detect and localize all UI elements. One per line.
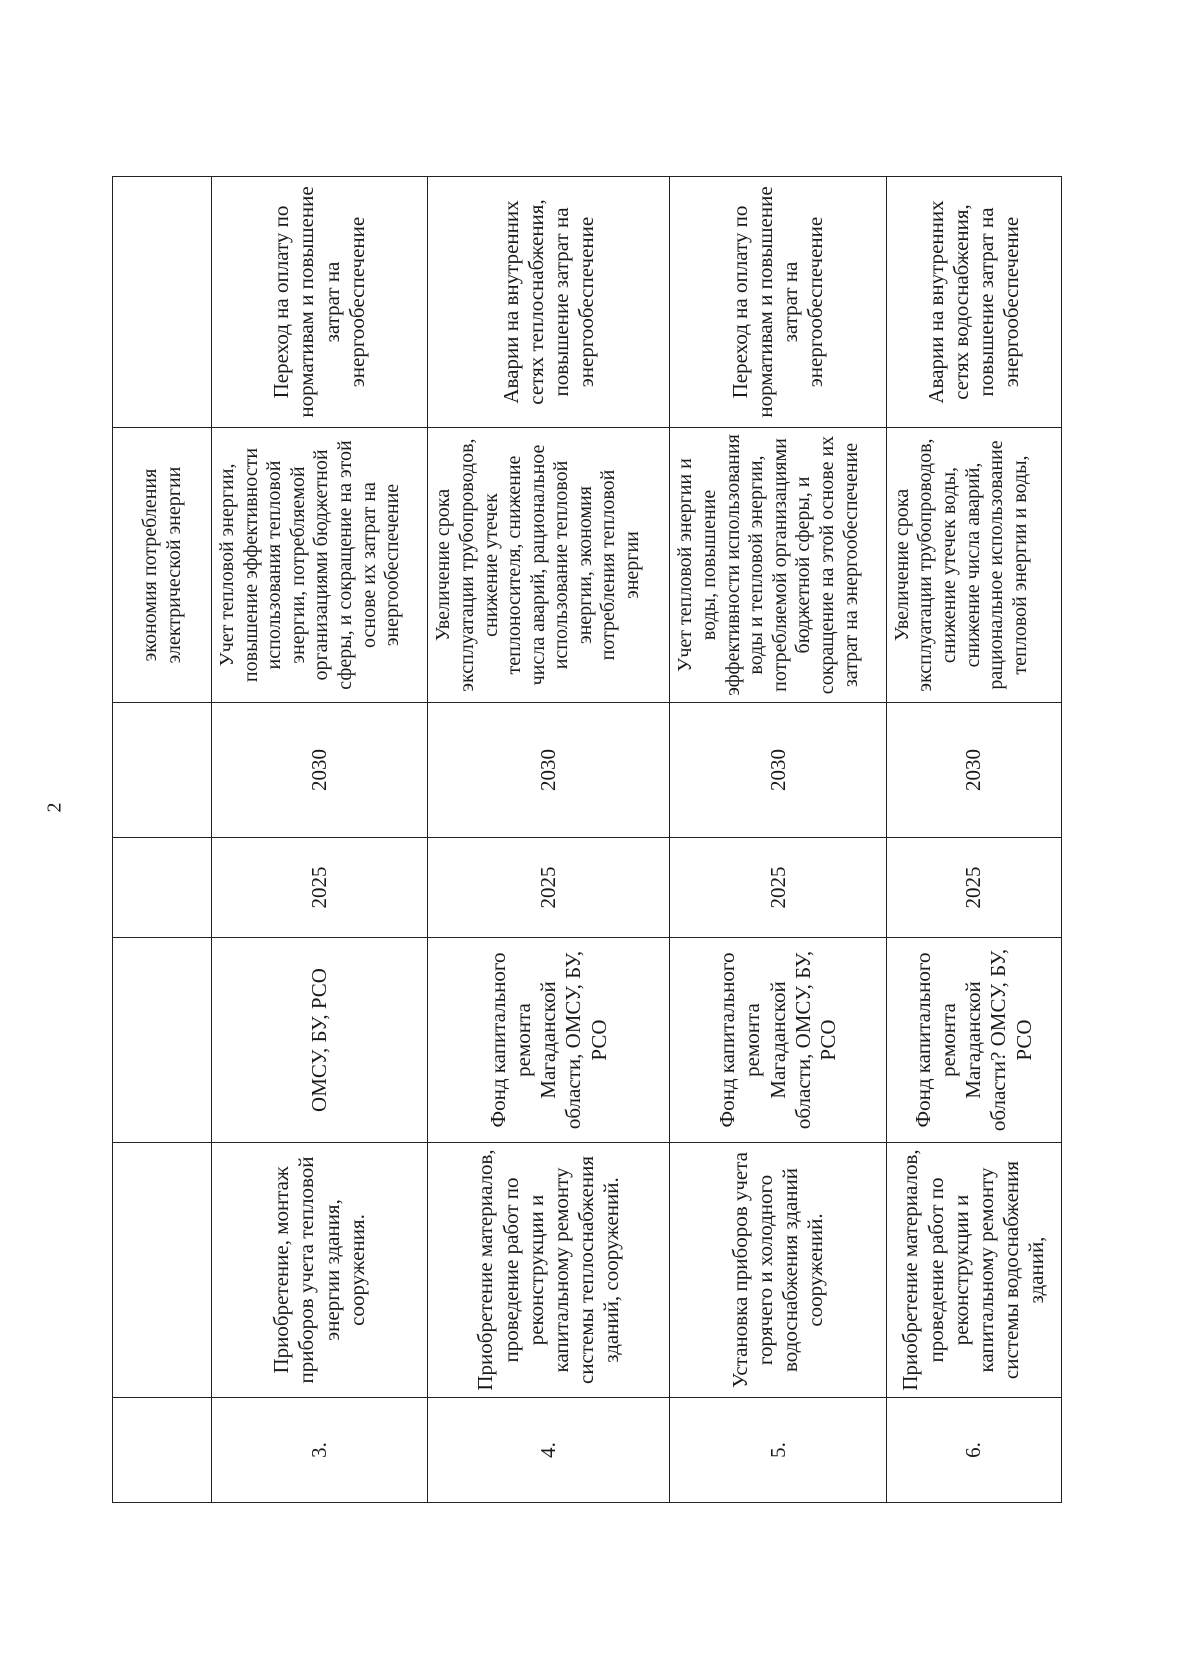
cell-responsible: Фонд капитального ремонта Магаданской области, ОМСУ, БУ, РСО: [670, 938, 886, 1143]
cell-effect: Учет тепловой энергии, повышение эффективности использования тепловой энергии, потребляемой организациями бюджетной сферы, и сокращение на этой основе их затрат на энергообеспечение: [212, 428, 428, 703]
cell-responsible: ОМСУ, БУ, РСО: [212, 938, 428, 1143]
table-row-continuation: [113, 177, 212, 1503]
cell-start: 2025: [428, 838, 670, 938]
measures-table-wrapper: [112, 177, 1062, 1503]
table-row: [670, 177, 886, 1503]
cell-description: Приобретение, монтаж приборов учета тепловой энергии здания, сооружения.: [212, 1143, 428, 1398]
cell-effect: Увеличение срока эксплуатации трубопроводов, снижение утечек воды, снижение числа аварий, рациональное использование тепловой энергии и воды,: [886, 428, 1061, 703]
cell-effect: Учет тепловой энергии и воды, повышение эффективности использования воды и тепловой энергии, потребляемой организациями бюджетной сферы, и сокращение на этой основе их затрат на энергообеспечение: [670, 428, 886, 703]
cell-result: Переход на оплату по нормативам и повышение затрат на энергообеспечение: [670, 177, 886, 428]
cell-start: [113, 838, 212, 938]
cell-num: 3.: [212, 1398, 428, 1503]
cell-end: [113, 703, 212, 838]
cell-effect: Увеличение срока эксплуатации трубопроводов, снижение утечек теплоносителя, снижение числа аварий, рациональное использование тепловой энергии, экономия потребления тепловой энергии: [428, 428, 670, 703]
cell-description: Приобретение материалов, проведение работ по реконструкции и капитальному ремонту системы водоснабжения зданий,: [886, 1143, 1061, 1398]
cell-responsible: Фонд капитального ремонта Магаданской области? ОМСУ, БУ, РСО: [886, 938, 1061, 1143]
cell-description: Установка приборов учета горячего и холодного водоснабжения зданий сооружений.: [670, 1143, 886, 1398]
table-row: [428, 177, 670, 1503]
cell-responsible: [113, 938, 212, 1143]
cell-start: 2025: [670, 838, 886, 938]
cell-result: Аварии на внутренних сетях водоснабжения, повышение затрат на энергообеспечение: [886, 177, 1061, 428]
cell-end: 2030: [670, 703, 886, 838]
cell-num: 5.: [670, 1398, 886, 1503]
cell-effect: экономия потребления электрической энергии: [113, 428, 212, 703]
cell-description: [113, 1143, 212, 1398]
measures-table: [112, 176, 1062, 1503]
cell-description: Приобретение материалов, проведение работ по реконструкции и капитальному ремонту системы теплоснабжения зданий, сооружений.: [428, 1143, 670, 1398]
cell-end: 2030: [428, 703, 670, 838]
cell-end: 2030: [212, 703, 428, 838]
cell-num: 6.: [886, 1398, 1061, 1503]
table-row: [212, 177, 428, 1503]
cell-responsible: Фонд капитального ремонта Магаданской области, ОМСУ, БУ, РСО: [428, 938, 670, 1143]
cell-num: 4.: [428, 1398, 670, 1503]
cell-end: 2030: [886, 703, 1061, 838]
cell-result: [113, 177, 212, 428]
cell-result: Переход на оплату по нормативам и повышение затрат на энергообеспечение: [212, 177, 428, 428]
cell-num: [113, 1398, 212, 1503]
cell-start: 2025: [212, 838, 428, 938]
cell-start: 2025: [886, 838, 1061, 938]
page-number: 2: [43, 802, 66, 813]
table-row: [886, 177, 1061, 1503]
cell-result: Аварии на внутренних сетях теплоснабжения, повышение затрат на энергообеспечение: [428, 177, 670, 428]
